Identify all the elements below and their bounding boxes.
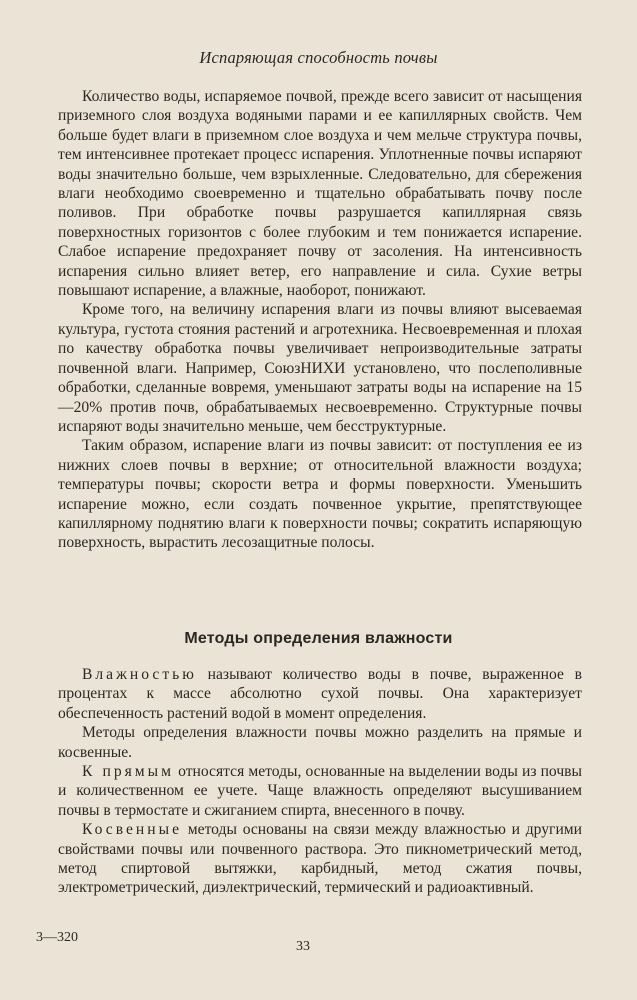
definition-text: называют количество воды в почве, выраженное в процентах к массе абсолютно сухой почвы. Она характеризует обеспеченность растений водой в момент определения. [58, 666, 582, 722]
methods-body [58, 665, 582, 898]
paragraph-direct-methods [58, 762, 582, 820]
paragraph-methods-classes: Методы определения влажности почвы можно разделить на прямые и косвенные. [58, 724, 582, 761]
direct-methods-text: относятся методы, основанные на выделении воды из почвы и количественном ее учете. Чаще влажность определяют высушиванием почвы в термостате и сжиганием спирта, внесенного в почву. [58, 763, 582, 819]
section-body [58, 87, 582, 553]
paragraph-crop-influence: Кроме того, на величину испарения влаги из почвы влияют высеваемая культура, густота стояния растений и агротехника. Несвоевременная и плохая по качеству обработка почвы увеличивает непроизводительные затраты почвенной влаги. Например, СоюзНИХИ установлено, что послеполивные обработки, сделанные вовремя, уменьшают затраты воды на испарение на 15—20% против почв, обрабатываемых несвоевременно. Структурные почвы испаряют воды значительно меньше, чем бесструктурные. [58, 301, 582, 435]
paragraph-definition [58, 665, 582, 723]
term-moisture: Влажностью [82, 666, 197, 683]
paragraph-conclusion: Таким образом, испарение влаги из почвы зависит: от поступления ее из нижних слоев почвы в верхние; от относительной влажности воздуха; температуры почвы; скорости ветра и формы поверхности. Уменьшить испарение можно, если создать почвенное укрытие, препятствующее капиллярному поднятию влаги к поверхности почвы; сократить испаряющую поверхность, вырастить лесозащитные полосы. [58, 437, 582, 552]
indirect-methods-text: методы основаны на связи между влажностью и другими свойствами почвы или почвенного раствора. Это пикнометрический метод, метод спиртовой вытяжки, карбидный, метод сжатия почвы, электрометрический, диэлектрический, термический и радиоактивный. [58, 821, 582, 897]
subheading: Методы определения влажности [184, 630, 453, 647]
term-direct: К прямым [82, 763, 175, 781]
section-title: Испаряющая способность почвы [199, 48, 438, 67]
term-indirect: Косвенные [82, 821, 183, 839]
paragraph-evaporation-factors: Количество воды, испаряемое почвой, прежде всего зависит от насыщения приземного слоя воздуха водяными парами и ее капиллярных свойств. Чем больше будет влаги в приземном слое воздуха и чем мельче структура почвы, тем интенсивнее протекает процесс испарения. Уплотненные почвы испаряют воды значительно больше, чем взрыхленные. Следовательно, для сбережения влаги необходимо своевременно и тщательно обрабатывать почву после поливов. При обработке почвы разрушается капиллярная связь поверхностных горизонтов с более глубоким и тем понижается испарение. Слабое испарение предохраняет почву от засоления. На интенсивность испарения сильно влияет ветер, его направление и сила. Сухие ветры повышают испарение, а влажные, наоборот, понижают. [58, 88, 582, 300]
page-number: 33 [296, 939, 310, 954]
signature-code: 3—320 [36, 930, 78, 945]
paragraph-indirect-methods [58, 820, 582, 898]
